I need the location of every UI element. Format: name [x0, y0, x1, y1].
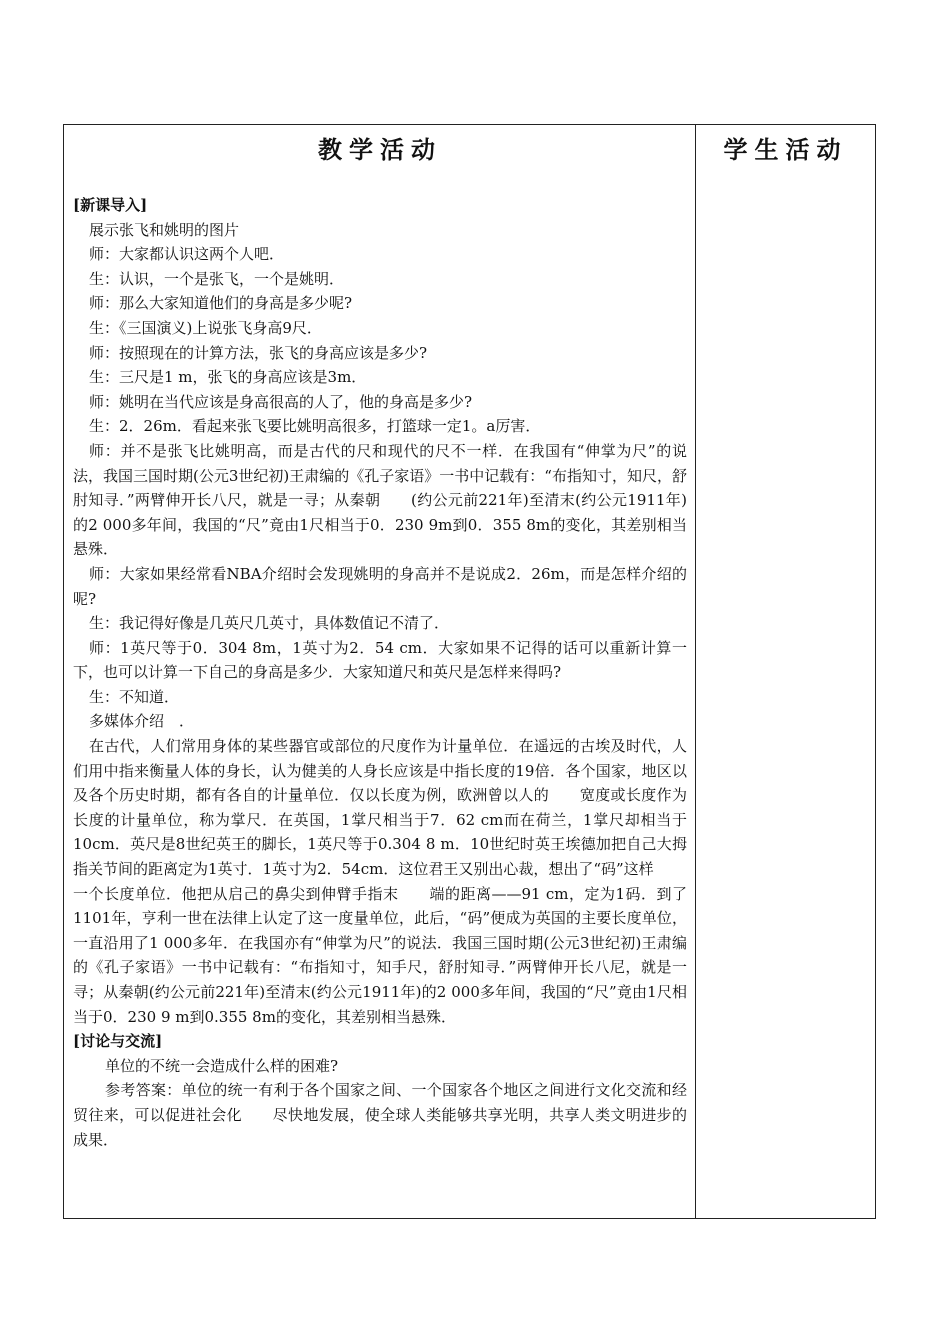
paragraph: 多媒体介绍 ． [89, 712, 195, 731]
paragraph: 生：2．26m．看起来张飞要比姚明高很多，打篮球一定1。a厉害． [89, 417, 541, 436]
paragraph: 师：大家都认识这两个人吧． [89, 245, 285, 264]
paragraph: 单位的不统一会造成什么样的困难? [105, 1056, 339, 1075]
teaching-activity-title: 教学活动 [318, 136, 442, 164]
paragraph: 生：认识，一个是张飞，一个是姚明． [89, 269, 345, 288]
student-activity-title: 学生活动 [723, 136, 848, 164]
paragraph: 师：姚明在当代应该是身高很高的人了，他的身高是多少? [89, 392, 473, 411]
paragraph: 展示张飞和姚明的图片 [89, 220, 240, 239]
section-title-intro: [新课导入] [73, 196, 148, 214]
student-activity-column [696, 125, 875, 1218]
lesson-body [73, 193, 687, 1152]
paragraph: 师：大家如果经常看NBA介绍时会发现姚明的身高并不是说成2．26m，而是怎样介绍的呢? [73, 564, 687, 608]
paragraph: 生：我记得好像是几英尺几英寸，具体数值记不清了． [89, 614, 450, 633]
section-title-discussion: [讨论与交流] [73, 1032, 163, 1051]
paragraph: 生：不知道． [89, 687, 180, 706]
paragraph: 生：《三国演义)上说张飞身高9尺． [89, 318, 322, 337]
paragraph: 参考答案：单位的统一有利于各个国家之间、一个国家各个地区之间进行文化交流和经贸往来，可以促进社会化 尽快地发展，使全球人类能够共享光明，共享人类文明进步的成果． [73, 1081, 687, 1149]
teaching-activity-column [64, 125, 696, 1218]
paragraph: 生：三尺是1 m，张飞的身高应该是3m． [89, 368, 367, 387]
paragraph: 在古代，人们常用身体的某些器官或部位的尺度作为计量单位．在遥远的古埃及时代，人们用中指来衡量人体的身长，认为健美的人身长应该是中指长度的19倍．各个国家，地区以及各个历史时期，都有各自的计量单位．仅以长度为例，欧洲曾以人的 宽度或长度作为长度的计量单位，称为掌尺．在英国，1掌尺相当于7．62 cm而在荷兰，1掌尺却相当于10cm．英尺是8世纪英王的脚长，1英尺等于0.304 8 m．10世纪时英王埃德加把自己大拇指关节间的距离定为1英寸．1英寸为2．54cm．这位君王又别出心裁，想出了“码”这样 [73, 737, 687, 879]
paragraph: 师：1英尺等于0．304 8m，1英寸为2．54 cm．大家如果不记得的话可以重新计算一下，也可以计算一下自己的身高是多少．大家知道尺和英尺是怎样来得吗? [73, 638, 687, 682]
paragraph: 师：并不是张飞比姚明高，而是古代的尺和现代的尺不一样．在我国有“伸掌为尺”的说法，我国三国时期(公元3世纪初)王肃编的《孔子家语》一书中记载有：“布指知寸，知尺，舒肘知寻．”两臂伸开长八尺，就是一寻；从秦朝 (约公元前221年)至清末(约公元1911年)的2 000多年间，我国的“尺”竟由1尺相当于0．230 9m到0．355 8m的变化，其差别相当悬殊． [73, 441, 687, 559]
lesson-table [63, 124, 876, 1219]
paragraph: 师：按照现在的计算方法，张飞的身高应该是多少? [89, 343, 428, 362]
paragraph: 师：那么大家知道他们的身高是多少呢? [89, 294, 353, 313]
paragraph: 一个长度单位．他把从启己的鼻尖到伸臂手指末 端的距离——91 cm，定为1码．到了1101年，亨利一世在法律上认定了这一度量单位，此后，“码”便成为英国的主要长度单位，一直沿用了1 000多年．在我国亦有“伸掌为尺”的说法．我国三国时期(公元3世纪初)王肃编的《孔子家语》一书中记载有：“布指知寸，知手尺，舒肘知寻．”两臂伸开长八尼，就是一寻；从秦朝(约公元前221年)至清末(约公元1911年)的2 000多年间，我国的“尺”竟由1尺相当于0．230 9 m到0.355 8m的变化，其差别相当悬殊． [73, 884, 687, 1026]
